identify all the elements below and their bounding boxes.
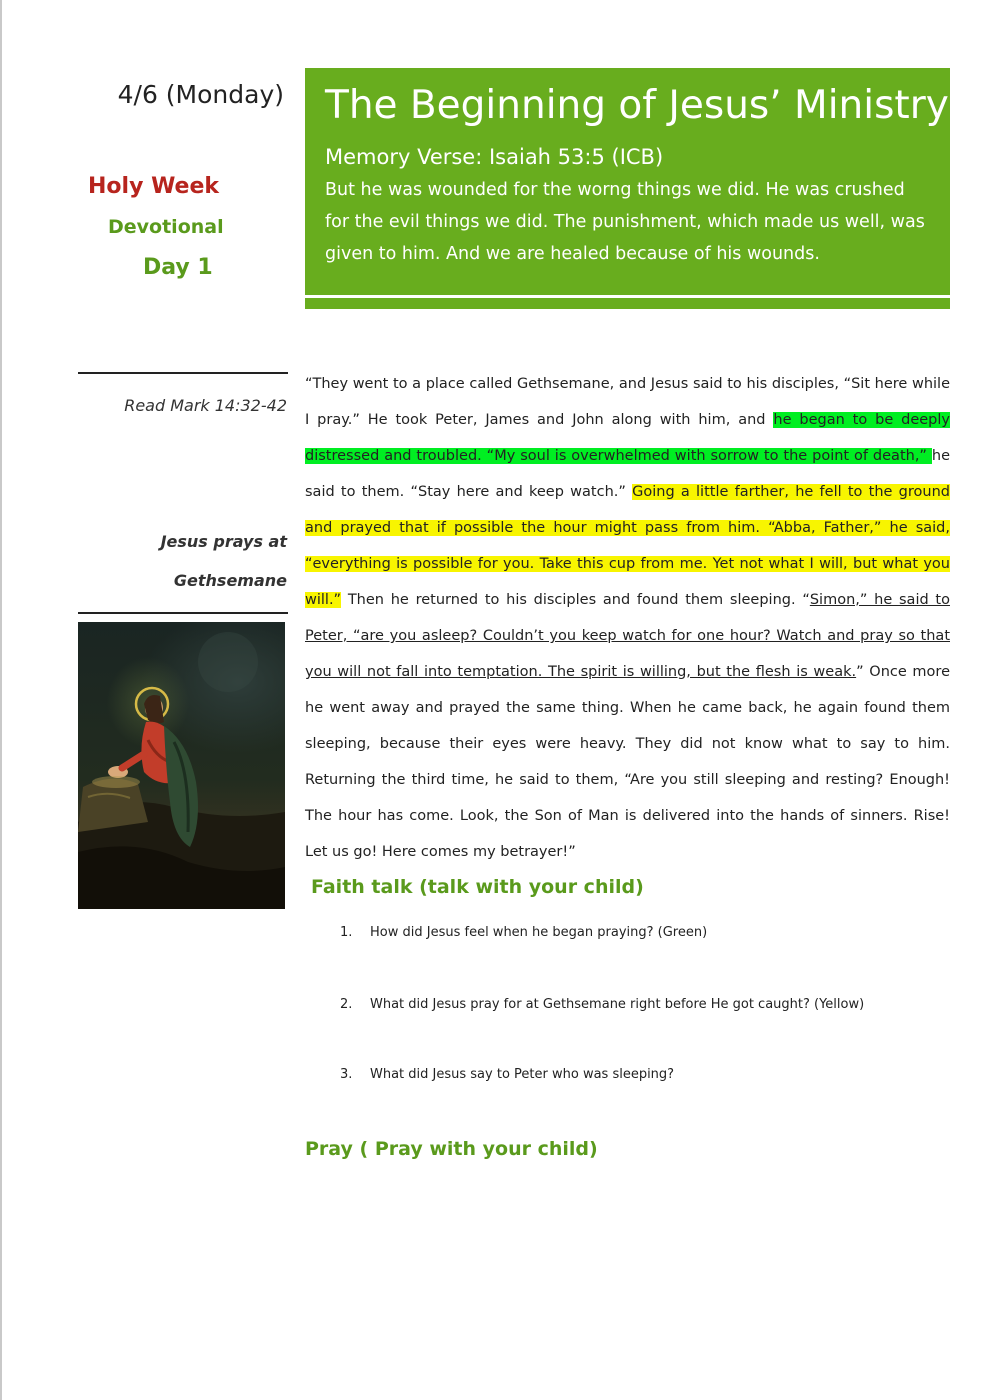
page-title: The Beginning of Jesus’ Ministry: [325, 83, 949, 128]
page-edge: [0, 0, 2, 1400]
question-number: 3.: [340, 1067, 353, 1082]
date-label: 4/6 (Monday): [117, 80, 284, 109]
question-item: [340, 925, 707, 940]
question-number: 1.: [340, 925, 353, 940]
memory-verse-text: But he was wounded for the worng things we did. He was crushed for the evil things we did. The punishment, which made us well, was given to him. And we are healed because of his wounds.: [325, 180, 925, 264]
scripture-text-2: he said to them. “Stay here and keep watch.”: [305, 448, 950, 500]
faith-talk-heading: Faith talk (talk with your child): [311, 876, 644, 898]
header-underline-bar: [305, 298, 950, 309]
question-text: What did Jesus say to Peter who was sleeping?: [370, 1067, 675, 1082]
topic-line-1: Jesus prays at: [160, 532, 287, 551]
topic-line-2: Gethsemane: [173, 571, 287, 590]
memory-verse-reference: Memory Verse: Isaiah 53:5 (ICB): [325, 145, 664, 169]
scripture-passage: [305, 366, 950, 870]
question-text: How did Jesus feel when he began praying? (Green): [370, 925, 708, 940]
scripture-highlight-yellow: Going a little farther, he fell to the ground and prayed that if possible the hour might pass from him. “Abba, Father,” he said, “everything is possible for you. Take this cup from me. Yet not what I will, but what you will.”: [305, 484, 950, 608]
divider-bottom: [78, 612, 288, 614]
question-number: 2.: [340, 997, 353, 1012]
divider-top: [78, 372, 288, 374]
question-text: What did Jesus pray for at Gethsemane right before He got caught? (Yellow): [370, 997, 865, 1012]
scripture-highlight-green: he began to be deeply distressed and troubled. “My soul is overwhelmed with sorrow to the point of death,”: [305, 412, 950, 464]
scripture-text-3: Then he returned to his disciples and found them sleeping. “: [341, 592, 810, 608]
devotional-label: Devotional: [108, 216, 224, 238]
question-item: [340, 997, 864, 1012]
holy-week-title: Holy Week: [88, 174, 220, 199]
painting-illustration-icon: [78, 622, 285, 909]
scripture-underlined: Simon,” he said to Peter, “are you asleep? Couldn’t you keep watch for one hour? Watch and pray so that you will not fall into temptation. The spirit is willing, but the flesh is weak.: [305, 592, 950, 680]
question-item: [340, 1067, 674, 1082]
scripture-text-4: ” Once more he went away and prayed the same thing. When he came back, he again found them sleeping, because their eyes were heavy. They did not know what to say to him. Returning the third time, he said to them, “Are you still sleeping and resting? Enough! The hour has come. Look, the Son of Man is delivered into the hands of sinners. Rise! Let us go! Here comes my betrayer!”: [305, 664, 950, 860]
gethsemane-painting: [78, 622, 285, 909]
scripture-text-1: “They went to a place called Gethsemane, and Jesus said to his disciples, “Sit here while I pray.” He took Peter, James and John along with him, and: [305, 376, 950, 428]
pray-heading: Pray ( Pray with your child): [305, 1138, 598, 1160]
reading-reference: Read Mark 14:32-42: [124, 396, 287, 415]
header-banner: [305, 68, 950, 295]
day-label: Day 1: [143, 255, 213, 280]
topic-label: [161, 522, 287, 600]
